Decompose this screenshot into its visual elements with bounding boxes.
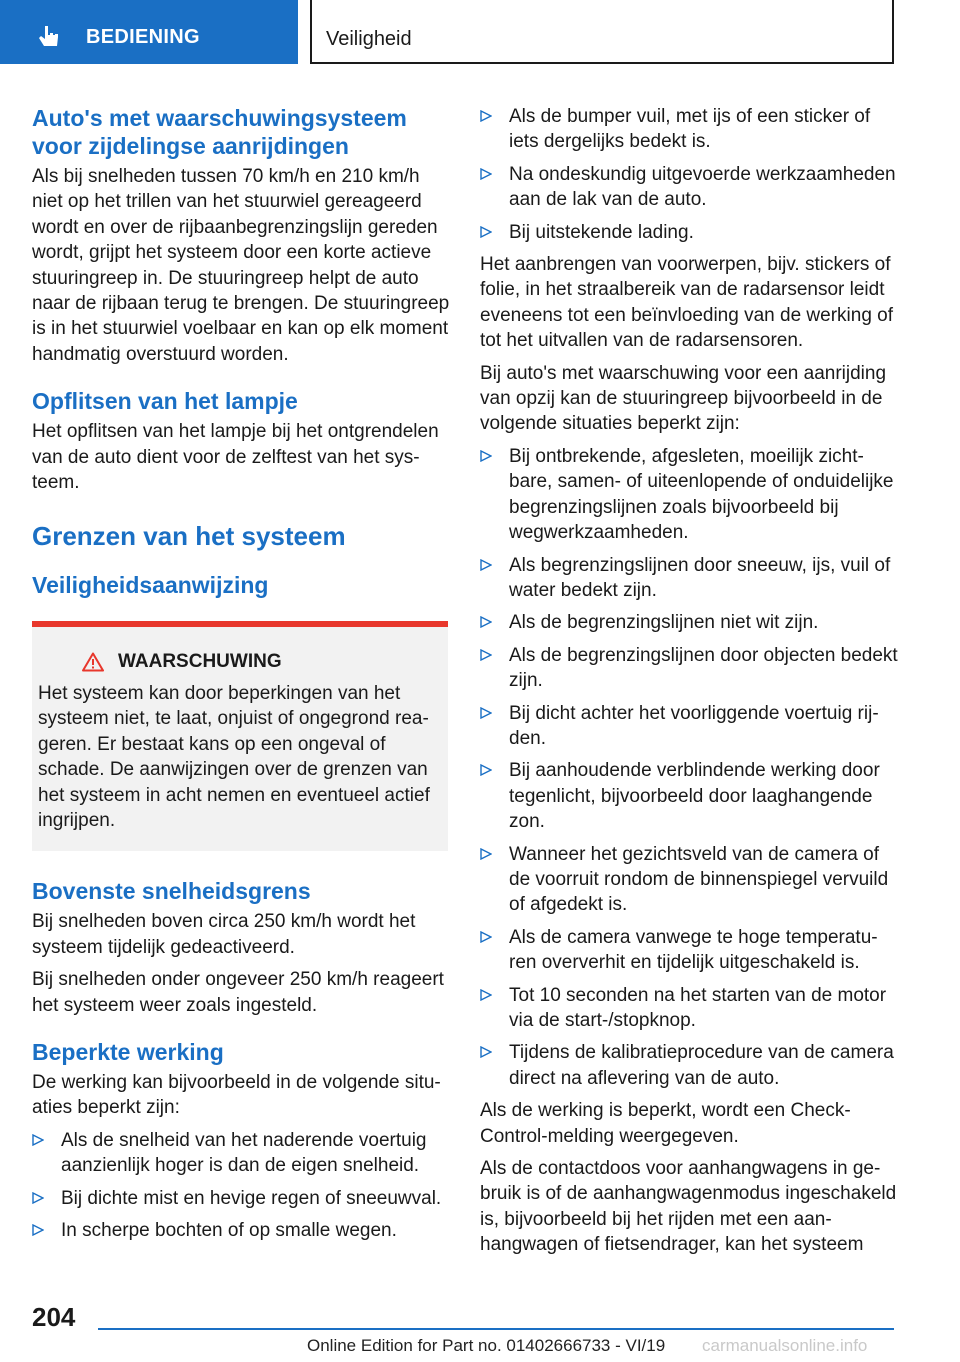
list-item: Als de bumper vuil, met ijs of een sticker of iets dergelijks bedekt is. [480,104,898,155]
warning-title: WAARSCHUWING [118,651,282,673]
heading-limited-function: Beperkte werking [32,1038,224,1065]
triangle-bullet-icon [480,559,492,571]
left-bullet-list [32,1128,450,1244]
paragraph-trailer: Als de contactdoos voor aanhangwagens in gebruik is of de aanhangwagenmodus ingeschakeld is, bijvoorbeeld bij het rijden met een aanhangwagen of fietsendrager, kan het systeem [480,1158,897,1256]
warning-triangle-icon [82,652,104,672]
triangle-bullet-icon [480,931,492,943]
triangle-bullet-icon [480,450,492,462]
warning-box [32,621,448,851]
heading-upper-speed: Bovenste snelheidsgrens [32,878,311,905]
section-label: Veiligheid [326,28,412,50]
triangle-bullet-icon [32,1192,44,1204]
list-item: Bij dicht achter het voorliggende voertuig rijden. [480,701,898,752]
triangle-bullet-icon [480,616,492,628]
heading-side-collision: Auto's met waarschuwingsysteem voor zijdelingse aanrijdingen [32,105,407,159]
list-item: Als de snelheid van het naderende voertuig aanzienlijk hoger is dan de eigen snelheid. [32,1128,450,1179]
paragraph-upper-speed-2: Bij snelheden onder ongeveer 250 km/h reageert het systeem weer zoals ingesteld. [32,969,444,1016]
right-bullet-list-2 [480,444,898,1091]
list-item: Bij uitstekende lading. [480,220,898,245]
triangle-bullet-icon [480,707,492,719]
paragraph-limited-function: De werking kan bijvoorbeeld in de volgende situaties beperkt zijn: [32,1071,441,1119]
list-item: Tijdens de kalibratieprocedure van de camera direct na aflevering van de auto. [480,1040,898,1091]
triangle-bullet-icon [480,989,492,1001]
triangle-bullet-icon [480,848,492,860]
footer-edition: Online Edition for Part no. 01402666733 - VI/19 [307,1336,666,1355]
list-item: Na ondeskundig uitgevoerde werkzaamheden aan de lak van de auto. [480,162,898,213]
list-item: Tot 10 seconden na het starten van de motor via de start-/stopknop. [480,983,898,1034]
list-item: Als de camera vanwege te hoge temperaturen oververhit en tijdelijk uitgeschakeld is. [480,925,898,976]
list-item: Bij ontbrekende, afgesleten, moeilijk zichtbare, samen- of uiteenlopende of onduidelijke begrenzingslijnen zoals bijvoorbeeld bij wegwerkzaamheden. [480,444,898,546]
paragraph-lamp: Het opflitsen van het lampje bij het ontgrendelen van de auto dient voor de zelftest van het systeem. [32,421,439,494]
section-header [310,0,894,64]
paragraph-upper-speed-1: Bij snelheden boven circa 250 km/h wordt het systeem tijdelijk gedeactiveerd. [32,911,416,958]
triangle-bullet-icon [32,1134,44,1146]
hand-pointer-icon [36,24,62,50]
triangle-bullet-icon [480,1046,492,1058]
list-item: Wanneer het gezichtsveld van de camera of de voorruit rondom de binnenspiegel vervuild of afgedekt is. [480,842,898,918]
right-column [480,104,898,1265]
paragraph-check-control: Als de werking is beperkt, wordt een Check-Control-melding weergegeven. [480,1100,851,1147]
triangle-bullet-icon [480,226,492,238]
heading-safety: Veiligheidsaanwijzing [32,572,269,599]
triangle-bullet-icon [480,110,492,122]
list-item: Bij dichte mist en hevige regen of sneeuwval. [32,1186,450,1211]
list-item: Als begrenzingslijnen door sneeuw, ijs, vuil of water bedekt zijn. [480,553,898,604]
triangle-bullet-icon [32,1224,44,1236]
list-item: In scherpe bochten of op smalle wegen. [32,1218,450,1243]
list-item: Als de begrenzingslijnen niet wit zijn. [480,610,898,635]
paragraph-side-collision: Als bij snelheden tussen 70 km/h en 210 km/h niet op het trillen van het stuurwiel gereageerd wordt en over de rijbaanbegrenzingslijn gereden wordt, grijpt het systeem door een korte actieve stuuringreep in. De stuuringreep helpt de auto naar de rijbaan terug te brengen. De stuuringreep is in het stuurwiel voelbaar en kan op elk moment handmatig overstuurd worden. [32,166,450,365]
triangle-bullet-icon [480,764,492,776]
paragraph-side-warning: Bij auto's met waarschuwing voor een aanrijding van opzij kan de stuuringreep bijvoorbeeld in de volgende situaties beperkt zijn: [480,362,887,435]
chapter-label: BEDIENING [86,26,200,48]
left-column [32,104,450,1250]
right-bullet-list-1 [480,104,898,245]
paragraph-objects: Het aanbrengen van voorwerpen, bijv. stickers of folie, in het straalbereik van de radarsensor leidt eveneens tot een beïnvloeding van de werking of tot het uitvallen van de radarsensoren. [480,254,894,352]
watermark: carmanualsonline.info [702,1336,868,1355]
footer-divider [98,1328,894,1330]
chapter-tab [0,0,298,64]
warning-text: Het systeem kan door beperkingen van het systeem niet, te laat, onjuist of ongegrond reageren. Er bestaat kans op een ongeval of schade. De aanwijzingen over de grenzen van het systeem in acht nemen en eventueel actief ingrijpen. [38,682,430,831]
list-item: Bij aanhoudende verblindende werking door tegenlicht, bijvoorbeeld door laaghangende zon. [480,758,898,834]
triangle-bullet-icon [480,168,492,180]
page-number: 204 [32,1302,76,1332]
heading-lamp: Opflitsen van het lampje [32,388,298,415]
heading-system-limits: Grenzen van het systeem [32,521,346,552]
list-item: Als de begrenzingslijnen door objecten bedekt zijn. [480,643,898,694]
triangle-bullet-icon [480,649,492,661]
